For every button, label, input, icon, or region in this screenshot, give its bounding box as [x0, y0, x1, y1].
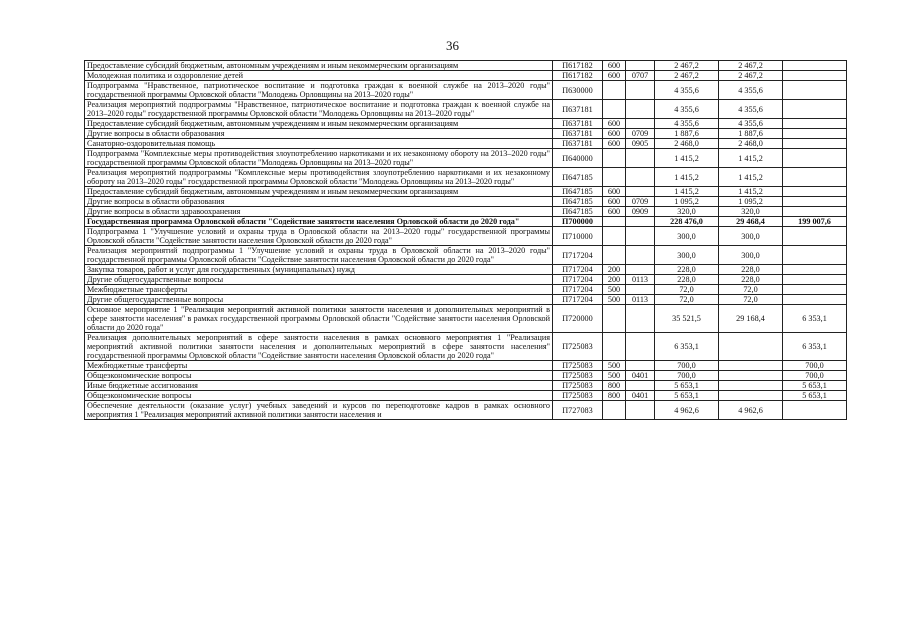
row-total-cell: 2 468,0 — [655, 139, 719, 149]
row-code-cell: П640000 — [553, 149, 603, 168]
row-section-cell — [626, 246, 655, 265]
row-total-cell: 1 887,6 — [655, 129, 719, 139]
row-expense-type-cell — [603, 168, 626, 187]
table-row — [85, 139, 847, 149]
row-code-cell: П647185 — [553, 207, 603, 217]
table-row — [85, 305, 847, 333]
row-expense-type-cell — [603, 246, 626, 265]
row-expense-type-cell: 500 — [603, 285, 626, 295]
row-name-cell: Другие вопросы в области здравоохранения — [85, 207, 553, 217]
row-section-cell: 0113 — [626, 295, 655, 305]
row-section-cell — [626, 149, 655, 168]
row-amount-3-cell: 6 353,1 — [783, 305, 847, 333]
row-amount-3-cell — [783, 295, 847, 305]
table-row — [85, 246, 847, 265]
row-amount-3-cell — [783, 265, 847, 275]
table-row — [85, 149, 847, 168]
row-amount-2-cell: 29 168,4 — [719, 305, 783, 333]
row-code-cell: П647185 — [553, 187, 603, 197]
row-amount-2-cell — [719, 333, 783, 361]
row-total-cell: 228,0 — [655, 275, 719, 285]
row-amount-3-cell — [783, 197, 847, 207]
row-expense-type-cell — [603, 217, 626, 227]
row-section-cell — [626, 100, 655, 119]
row-total-cell: 1 415,2 — [655, 187, 719, 197]
row-code-cell: П717204 — [553, 265, 603, 275]
row-section-cell — [626, 81, 655, 100]
table-row — [85, 401, 847, 420]
row-expense-type-cell: 500 — [603, 295, 626, 305]
table-row — [85, 391, 847, 401]
row-name-cell: Подпрограмма "Нравственное, патриотическое воспитание и подготовка граждан к военной службе на 2013–2020 годы" государственной программы Орловской области "Молодежь Орловщины на 2013–2020 годы" — [85, 81, 553, 100]
row-amount-3-cell: 5 653,1 — [783, 391, 847, 401]
row-amount-3-cell: 199 007,6 — [783, 217, 847, 227]
table-row — [85, 129, 847, 139]
row-expense-type-cell: 600 — [603, 129, 626, 139]
row-amount-2-cell — [719, 361, 783, 371]
row-name-text: Обеспечение деятельности (оказание услуг) учебных заведений и курсов по переподготовке кадров в рамках основного мероприятия 1 "Реализация мероприятий активной политики занятости населения и — [87, 401, 550, 419]
row-amount-3-cell — [783, 275, 847, 285]
row-code-cell: П727083 — [553, 401, 603, 420]
table-row — [85, 119, 847, 129]
row-amount-3-cell — [783, 129, 847, 139]
row-code-cell: П725083 — [553, 381, 603, 391]
row-code-cell: П630000 — [553, 81, 603, 100]
row-total-cell: 72,0 — [655, 295, 719, 305]
row-code-cell: П637181 — [553, 119, 603, 129]
row-amount-2-cell: 228,0 — [719, 265, 783, 275]
row-amount-2-cell: 2 467,2 — [719, 61, 783, 71]
row-section-cell: 0707 — [626, 71, 655, 81]
table-row — [85, 275, 847, 285]
row-expense-type-cell: 600 — [603, 207, 626, 217]
row-section-cell — [626, 168, 655, 187]
row-code-cell: П637181 — [553, 100, 603, 119]
row-amount-3-cell: 5 653,1 — [783, 381, 847, 391]
row-section-cell — [626, 217, 655, 227]
row-section-cell — [626, 285, 655, 295]
row-name-cell: Предоставление субсидий бюджетным, автономным учреждениям и иным некоммерческим организациям — [85, 187, 553, 197]
row-amount-2-cell: 72,0 — [719, 285, 783, 295]
row-expense-type-cell: 600 — [603, 197, 626, 207]
budget-table — [84, 60, 847, 420]
row-name-cell: Основное мероприятие 1 "Реализация мероприятий активной политики занятости населения и дополнительных мероприятий в сфере занятости населения" в рамках государственной программы Орловской области "Содействие занятости населения Орловской области до 2020 года" — [85, 305, 553, 333]
row-total-cell: 2 467,2 — [655, 71, 719, 81]
row-section-cell — [626, 265, 655, 275]
row-section-cell — [626, 305, 655, 333]
row-amount-2-cell: 4 355,6 — [719, 100, 783, 119]
row-expense-type-cell: 800 — [603, 391, 626, 401]
row-amount-3-cell — [783, 285, 847, 295]
row-expense-type-cell: 600 — [603, 61, 626, 71]
row-expense-type-cell: 500 — [603, 361, 626, 371]
row-section-cell: 0905 — [626, 139, 655, 149]
row-amount-2-cell: 300,0 — [719, 246, 783, 265]
table-row — [85, 217, 847, 227]
row-code-cell: П725083 — [553, 371, 603, 381]
row-amount-3-cell: 700,0 — [783, 371, 847, 381]
row-total-cell: 320,0 — [655, 207, 719, 217]
row-amount-3-cell — [783, 207, 847, 217]
row-code-cell: П710000 — [553, 227, 603, 246]
table-row — [85, 295, 847, 305]
row-name-cell: Закупка товаров, работ и услуг для государственных (муниципальных) нужд — [85, 265, 553, 275]
row-code-cell: П717204 — [553, 275, 603, 285]
row-total-cell: 5 653,1 — [655, 391, 719, 401]
table-row — [85, 333, 847, 361]
row-amount-2-cell: 4 962,6 — [719, 401, 783, 420]
row-code-cell: П637181 — [553, 129, 603, 139]
row-amount-3-cell: 700,0 — [783, 361, 847, 371]
row-total-cell: 1 415,2 — [655, 168, 719, 187]
table-row — [85, 227, 847, 246]
row-total-cell: 1 095,2 — [655, 197, 719, 207]
row-expense-type-cell: 500 — [603, 371, 626, 381]
row-amount-3-cell — [783, 139, 847, 149]
row-name-cell: Межбюджетные трансферты — [85, 361, 553, 371]
row-name-cell: Другие общегосударственные вопросы — [85, 275, 553, 285]
row-name-cell: Подпрограмма 1 "Улучшение условий и охраны труда в Орловской области на 2013–2020 годы" государственной программы Орловской области "Содействие занятости населения Орловской области до 2020 года" — [85, 227, 553, 246]
row-name-cell: Другие общегосударственные вопросы — [85, 295, 553, 305]
row-amount-3-cell — [783, 61, 847, 71]
row-amount-2-cell — [719, 371, 783, 381]
row-expense-type-cell: 200 — [603, 275, 626, 285]
row-total-cell: 4 355,6 — [655, 100, 719, 119]
row-total-cell: 700,0 — [655, 371, 719, 381]
row-amount-2-cell: 300,0 — [719, 227, 783, 246]
row-code-cell: П717204 — [553, 295, 603, 305]
table-row — [85, 168, 847, 187]
row-code-cell: П700000 — [553, 217, 603, 227]
row-total-cell: 228,0 — [655, 265, 719, 275]
row-expense-type-cell: 200 — [603, 265, 626, 275]
table-row — [85, 100, 847, 119]
row-code-cell: П725083 — [553, 333, 603, 361]
row-total-cell: 300,0 — [655, 246, 719, 265]
row-amount-3-cell — [783, 187, 847, 197]
row-code-cell: П717204 — [553, 246, 603, 265]
row-expense-type-cell — [603, 227, 626, 246]
row-total-cell: 72,0 — [655, 285, 719, 295]
table-row — [85, 197, 847, 207]
row-name-cell: Государственная программа Орловской области "Содействие занятости населения Орловской области до 2020 года" — [85, 217, 553, 227]
row-amount-3-cell — [783, 119, 847, 129]
row-name-cell: Молодежная политика и оздоровление детей — [85, 71, 553, 81]
row-amount-2-cell: 29 468,4 — [719, 217, 783, 227]
row-amount-2-cell: 1 415,2 — [719, 149, 783, 168]
row-name-cell: Общеэкономические вопросы — [85, 391, 553, 401]
table-row — [85, 71, 847, 81]
row-total-cell: 2 467,2 — [655, 61, 719, 71]
table-row — [85, 265, 847, 275]
row-section-cell — [626, 381, 655, 391]
row-section-cell — [626, 187, 655, 197]
row-code-cell: П617182 — [553, 71, 603, 81]
table-row — [85, 61, 847, 71]
row-amount-2-cell: 228,0 — [719, 275, 783, 285]
row-expense-type-cell — [603, 305, 626, 333]
row-code-cell: П725083 — [553, 391, 603, 401]
row-expense-type-cell: 600 — [603, 139, 626, 149]
row-name-cell: Общеэкономические вопросы — [85, 371, 553, 381]
row-code-cell: П720000 — [553, 305, 603, 333]
row-expense-type-cell — [603, 333, 626, 361]
budget-table-body — [85, 61, 847, 420]
row-name-cell: Иные бюджетные ассигнования — [85, 381, 553, 391]
row-expense-type-cell: 600 — [603, 187, 626, 197]
row-amount-2-cell: 1 415,2 — [719, 187, 783, 197]
row-section-cell: 0113 — [626, 275, 655, 285]
row-code-cell: П617182 — [553, 61, 603, 71]
row-expense-type-cell — [603, 149, 626, 168]
row-name-cell: Реализация мероприятий подпрограммы 1 "Улучшение условий и охраны труда в Орловской области на 2013–2020 годы" государственной программы Орловской области "Содействие занятости населения Орловской области до 2020 года" — [85, 246, 553, 265]
row-amount-3-cell — [783, 100, 847, 119]
row-amount-2-cell: 2 468,0 — [719, 139, 783, 149]
row-amount-3-cell — [783, 71, 847, 81]
row-name-cell: Предоставление субсидий бюджетным, автономным учреждениям и иным некоммерческим организациям — [85, 61, 553, 71]
row-total-cell: 6 353,1 — [655, 333, 719, 361]
row-section-cell — [626, 227, 655, 246]
row-expense-type-cell: 600 — [603, 119, 626, 129]
row-amount-3-cell — [783, 401, 847, 420]
row-expense-type-cell: 800 — [603, 381, 626, 391]
row-section-cell: 0709 — [626, 129, 655, 139]
row-amount-2-cell: 1 887,6 — [719, 129, 783, 139]
row-amount-2-cell — [719, 391, 783, 401]
row-amount-2-cell: 72,0 — [719, 295, 783, 305]
row-name-cell — [85, 401, 553, 420]
row-amount-2-cell: 320,0 — [719, 207, 783, 217]
row-name-cell: Подпрограмма "Комплексные меры противодействия злоупотреблению наркотиками и их незаконному обороту на 2013–2020 годы" государственной программы Орловской области "Молодежь Орловщины на 2013–2020 годы" — [85, 149, 553, 168]
row-section-cell: 0401 — [626, 391, 655, 401]
row-amount-3-cell — [783, 149, 847, 168]
page-number: 36 — [446, 38, 459, 53]
row-total-cell: 1 415,2 — [655, 149, 719, 168]
row-total-cell: 35 521,5 — [655, 305, 719, 333]
row-total-cell: 4 962,6 — [655, 401, 719, 420]
row-name-cell: Реализация мероприятий подпрограммы "Комплексные меры противодействия злоупотреблению наркотиками и их незаконному обороту на 2013–2020 годы" государственной программы Орловской области "Молодежь Орловщины на 2013–2020 годы" — [85, 168, 553, 187]
table-row — [85, 361, 847, 371]
row-amount-2-cell: 4 355,6 — [719, 81, 783, 100]
row-amount-3-cell — [783, 81, 847, 100]
row-section-cell — [626, 333, 655, 361]
table-row — [85, 381, 847, 391]
row-amount-2-cell — [719, 381, 783, 391]
row-total-cell: 4 355,6 — [655, 81, 719, 100]
row-section-cell: 0709 — [626, 197, 655, 207]
row-name-cell: Другие вопросы в области образования — [85, 129, 553, 139]
row-expense-type-cell — [603, 100, 626, 119]
row-total-cell: 700,0 — [655, 361, 719, 371]
row-section-cell — [626, 61, 655, 71]
row-section-cell — [626, 401, 655, 420]
row-section-cell — [626, 361, 655, 371]
row-section-cell — [626, 119, 655, 129]
row-total-cell: 228 476,0 — [655, 217, 719, 227]
table-row — [85, 285, 847, 295]
row-name-cell: Санаторно-оздоровительная помощь — [85, 139, 553, 149]
row-amount-2-cell: 1 095,2 — [719, 197, 783, 207]
row-expense-type-cell — [603, 81, 626, 100]
row-code-cell: П647185 — [553, 197, 603, 207]
row-code-cell: П717204 — [553, 285, 603, 295]
row-amount-2-cell: 1 415,2 — [719, 168, 783, 187]
row-name-cell: Другие вопросы в области образования — [85, 197, 553, 207]
table-row — [85, 207, 847, 217]
row-name-cell: Реализация мероприятий подпрограммы "Нравственное, патриотическое воспитание и подготовка граждан к военной службе на 2013–2020 годы" государственной программы Орловской области "Молодежь Орловщины на 2013–2020 годы" — [85, 100, 553, 119]
row-code-cell: П725083 — [553, 361, 603, 371]
row-code-cell: П647185 — [553, 168, 603, 187]
row-total-cell: 5 653,1 — [655, 381, 719, 391]
row-section-cell: 0909 — [626, 207, 655, 217]
row-expense-type-cell — [603, 401, 626, 420]
row-amount-2-cell: 2 467,2 — [719, 71, 783, 81]
table-row — [85, 371, 847, 381]
row-amount-2-cell: 4 355,6 — [719, 119, 783, 129]
row-name-cell: Реализация дополнительных мероприятий в сфере занятости населения в рамках основного мероприятия 1 "Реализация мероприятий активной политики занятости населения и дополнительных мероприятий в сфере занятости населения" государственной программы Орловской области "Содействие занятости населения Орловской области до 2020 года" — [85, 333, 553, 361]
row-code-cell: П637181 — [553, 139, 603, 149]
row-total-cell: 4 355,6 — [655, 119, 719, 129]
row-amount-3-cell — [783, 227, 847, 246]
row-total-cell: 300,0 — [655, 227, 719, 246]
row-name-cell: Межбюджетные трансферты — [85, 285, 553, 295]
row-amount-3-cell: 6 353,1 — [783, 333, 847, 361]
row-expense-type-cell: 600 — [603, 71, 626, 81]
row-section-cell: 0401 — [626, 371, 655, 381]
row-name-cell: Предоставление субсидий бюджетным, автономным учреждениям и иным некоммерческим организациям — [85, 119, 553, 129]
row-amount-3-cell — [783, 168, 847, 187]
table-row — [85, 187, 847, 197]
table-row — [85, 81, 847, 100]
row-amount-3-cell — [783, 246, 847, 265]
